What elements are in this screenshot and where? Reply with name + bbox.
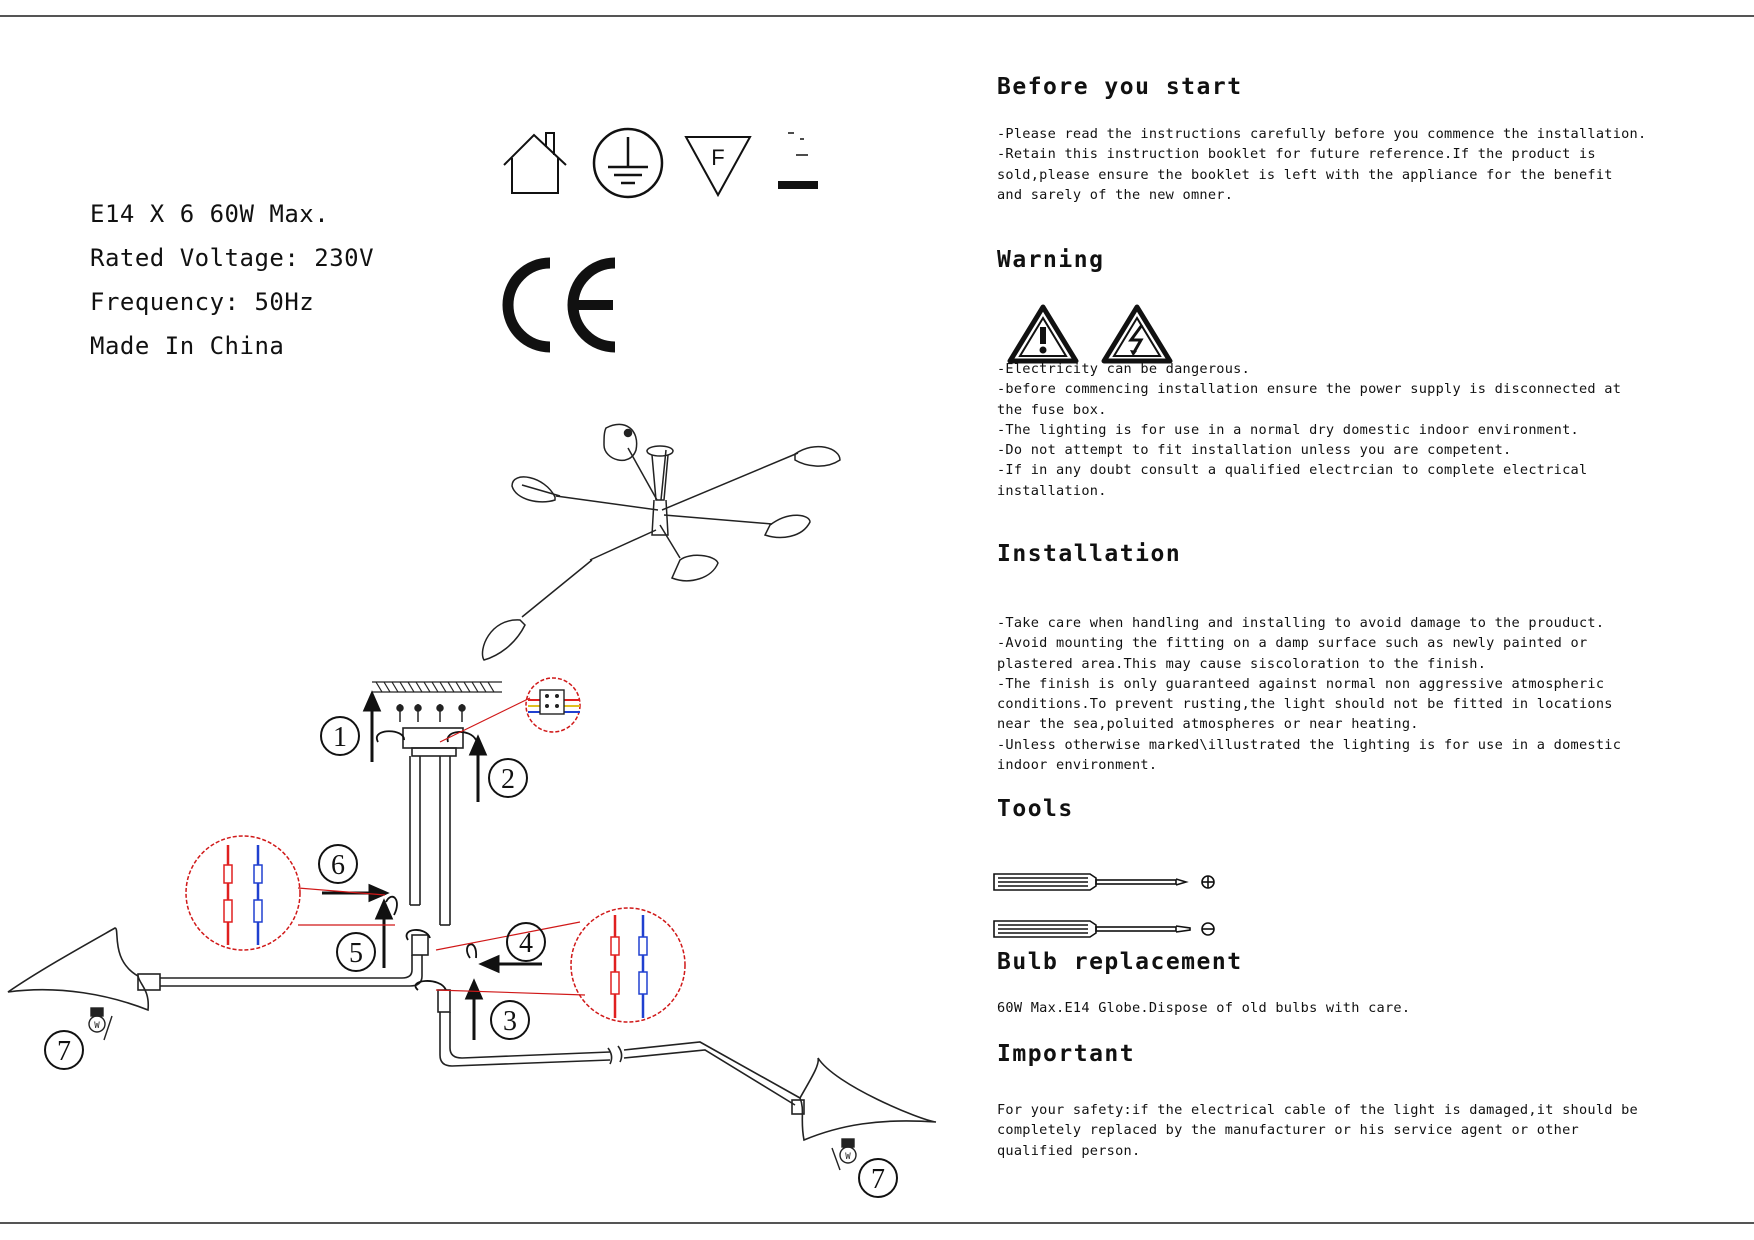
f-mark-label: F <box>711 145 725 170</box>
top-rule <box>0 15 1754 17</box>
installation-line: near the sea,poluited atmospheres or near heating. <box>997 716 1419 733</box>
step-1-marker <box>321 717 359 755</box>
canopy-illustration <box>403 728 463 925</box>
tools-heading: Tools <box>997 796 1074 822</box>
installation-line: conditions.To prevent rusting,the light should not be fitted in locations <box>997 696 1613 713</box>
spec-voltage: Rated Voltage: 230V <box>90 244 375 272</box>
step-7-marker-left <box>45 1031 83 1069</box>
spec-bulb-rating: E14 X 6 60W Max. <box>90 200 330 228</box>
before-line: sold,please ensure the booklet is left with the appliance for the benefit <box>997 166 1613 183</box>
earth-ground-icon <box>594 129 662 197</box>
left-wire-joint-callout <box>186 836 395 950</box>
installation-line: -Unless otherwise marked\illustrated the lighting is for use in a domestic <box>997 736 1622 753</box>
indoor-house-icon <box>504 133 566 193</box>
step-7-label: 7 <box>871 1164 885 1195</box>
step-3-label: 3 <box>503 1006 517 1037</box>
step-7-label: 7 <box>57 1036 71 1067</box>
installation-line: -Avoid mounting the fitting on a damp surface such as newly painted or <box>997 635 1588 652</box>
rotation-arrows <box>377 731 476 990</box>
flat-screwdriver-icon <box>994 921 1214 937</box>
ceiling-illustration <box>372 682 502 692</box>
important-line: For your safety:if the electrical cable of the light is damaged,it should be <box>997 1102 1638 1118</box>
warning-heading: Warning <box>997 247 1105 273</box>
installation-line: -The finish is only guaranteed against normal non aggressive atmospheric <box>997 675 1605 692</box>
warning-line: -before commencing installation ensure the power supply is disconnected at <box>997 381 1622 398</box>
installation-diagram <box>0 380 950 1220</box>
f-mark-triangle-icon <box>686 137 750 195</box>
bulb-line: 60W Max.E14 Globe.Dispose of old bulbs with care. <box>997 1000 1411 1016</box>
before-line: -Retain this instruction booklet for future reference.If the product is <box>997 146 1596 163</box>
bulb-heading: Bulb replacement <box>997 949 1243 975</box>
warning-line: installation. <box>997 482 1107 499</box>
step-4-marker <box>507 923 545 961</box>
step-2-marker <box>489 759 527 797</box>
before-line: -Please read the instructions carefully before you commence the installation. <box>997 126 1647 142</box>
step-6-label: 6 <box>331 850 345 881</box>
important-heading: Important <box>997 1041 1136 1067</box>
warning-line: -Electricity can be dangerous. <box>997 361 1251 377</box>
important-text <box>997 1100 1637 1161</box>
bottom-rule <box>0 1222 1754 1224</box>
step-2-label: 2 <box>501 764 515 795</box>
class-mark-icon <box>778 133 818 189</box>
step-3-marker <box>491 1001 529 1039</box>
bulb-w-label: W <box>94 1021 100 1031</box>
compliance-symbols <box>498 125 838 215</box>
warning-line: -If in any doubt consult a qualified electrcian to complete electrical <box>997 462 1588 479</box>
installation-line: -Take care when handling and installing to avoid damage to the prouduct. <box>997 615 1605 631</box>
installation-line: indoor environment. <box>997 757 1158 774</box>
warning-line: -The lighting is for use in a normal dry domestic indoor environment. <box>997 421 1579 438</box>
before-text <box>997 124 1647 205</box>
step-7-marker-right <box>859 1159 897 1197</box>
before-line: and sarely of the new omner. <box>997 186 1234 203</box>
warning-text <box>997 359 1637 501</box>
installation-heading: Installation <box>997 541 1182 567</box>
step-6-marker <box>319 845 357 883</box>
ce-mark-icon <box>495 255 625 355</box>
spec-frequency: Frequency: 50Hz <box>90 288 315 316</box>
lamp-arms-illustration <box>8 928 936 1140</box>
mounting-screws-illustration <box>397 704 465 722</box>
step-arrows <box>322 694 542 1040</box>
step-5-marker <box>337 933 375 971</box>
warning-line: -Do not attempt to fit installation unless you are competent. <box>997 442 1512 459</box>
electric-shock-icon <box>1104 307 1170 361</box>
installation-line: plastered area.This may cause siscoloration to the finish. <box>997 655 1487 672</box>
important-line: completely replaced by the manufacturer or his service agent or other <box>997 1122 1579 1139</box>
installation-text <box>997 613 1637 775</box>
bulb-text <box>997 998 1637 1018</box>
bulb-w-label: W <box>845 1152 851 1162</box>
warning-icons <box>1000 303 1180 365</box>
spec-origin: Made In China <box>90 332 285 360</box>
step-number-circles <box>45 717 897 1197</box>
step-1-label: 1 <box>333 722 347 753</box>
step-4-label: 4 <box>519 928 533 959</box>
step-5-label: 5 <box>349 938 363 969</box>
phillips-screwdriver-icon <box>994 874 1214 890</box>
lamp-overview-illustration <box>483 424 841 660</box>
warning-line: the fuse box. <box>997 401 1107 418</box>
caution-icon <box>1010 307 1076 361</box>
important-line: qualified person. <box>997 1142 1141 1159</box>
before-heading: Before you start <box>997 74 1243 100</box>
tools-illustration <box>990 862 1220 952</box>
